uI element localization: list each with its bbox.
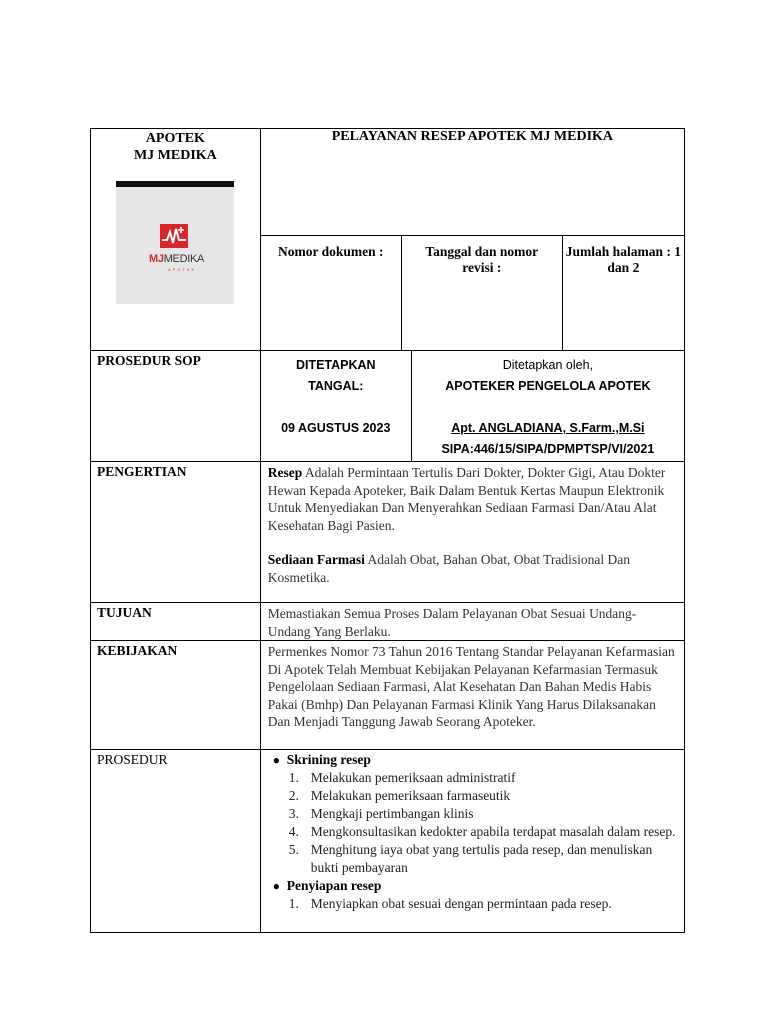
approver-role: APOTEKER PENGELOLA APOTEK (445, 379, 651, 393)
company-cell (91, 129, 261, 351)
set-date-value: 09 AGUSTUS 2023 (281, 421, 391, 435)
heartbeat-icon (160, 224, 188, 248)
company-line-1: APOTEK (145, 131, 205, 146)
logo-top-bar (116, 181, 234, 187)
bullet-icon: ● (272, 879, 281, 893)
sop-approval-cell (260, 351, 684, 462)
procedure-section-title: Skrining resep (286, 752, 371, 767)
step-text: Melakukan pemeriksaan administratif (310, 770, 516, 785)
step-number: 1. (288, 896, 299, 911)
approver-sipa: SIPA:446/15/SIPA/DPMPTSP/VI/2021 (441, 442, 655, 456)
pengertian-label: PENGERTIAN (91, 462, 261, 603)
approver-block (411, 351, 684, 461)
def-resep: Adalah Permintaan Tertulis Dari Dokter, Dokter Gigi, Atau Dokter Hewan Kepada Apoteker, Baik Dalam Bentuk Kertas Maupun Elektronik Untuk Menyediakan Dan Menyerahkan Sediaan Farmasi Dan/Atau Alat Kesehatan Bagi Pasien. (267, 465, 666, 533)
step-number: 1. (288, 770, 299, 785)
step-number: 5. (288, 842, 299, 857)
pengertian-row (91, 462, 685, 603)
procedure-section (272, 751, 678, 877)
procedure-step (288, 823, 678, 841)
sop-document-table (90, 128, 685, 933)
document-title: PELAYANAN RESEP APOTEK MJ MEDIKA (331, 129, 614, 144)
term-sediaan-farmasi: Sediaan Farmasi (267, 552, 365, 567)
prosedur-label: PROSEDUR (91, 750, 261, 933)
tujuan-row (91, 603, 685, 641)
company-name (91, 129, 260, 164)
title-inner-table (261, 129, 684, 350)
step-text: Mengkonsultasikan kedokter apabila terdapat masalah dalam resep. (310, 824, 676, 839)
procedure-step (288, 841, 678, 877)
step-text: Melakukan pemeriksaan farmaseutik (310, 788, 511, 803)
logo-wordmark (149, 253, 204, 265)
procedure-step (288, 787, 678, 805)
kebijakan-row (91, 641, 685, 750)
procedure-step (288, 769, 678, 787)
prosedur-row (91, 750, 685, 933)
set-by-label: Ditetapkan oleh, (502, 358, 594, 372)
company-logo (116, 181, 234, 304)
revision-label: Tanggal dan nomor revisi : (401, 236, 562, 351)
procedure-steps (287, 769, 678, 877)
pengertian-content (260, 462, 684, 603)
procedure-section (272, 877, 678, 913)
company-line-2: MJ MEDIKA (133, 148, 217, 163)
procedure-steps (287, 895, 678, 913)
procedure-section-title: Penyiapan resep (286, 878, 382, 893)
step-number: 2. (288, 788, 299, 803)
meta-row (261, 236, 684, 351)
header-row (91, 129, 685, 351)
logo-brand-red: MJ (149, 253, 164, 265)
kebijakan-label: KEBIJAKAN (91, 641, 261, 750)
procedure-step (288, 895, 678, 913)
step-text: Menghitung iaya obat yang tertulis pada resep, dan menuliskan bukti pembayaran (310, 842, 653, 875)
tujuan-label: TUJUAN (91, 603, 261, 641)
sop-label: PROSEDUR SOP (91, 351, 261, 462)
step-text: Mengkaji pertimbangan klinis (310, 806, 474, 821)
procedure-list (267, 751, 678, 913)
kebijakan-text: Permenkes Nomor 73 Tahun 2016 Tentang Standar Pelayanan Kefarmasian Di Apotek Telah Membuat Kebijakan Pelayanan Kefarmasian Termasuk Pengelolaan Sediaan Farmasi, Alat Kesehatan Dan Bahan Medis Habis Pakai (Bmhp) Dan Pelayanan Farmasi Klinik Yang Harus Dilaksanakan Dan Menjadi Tanggung Jawab Seorang Apoteker. (260, 641, 684, 750)
bullet-icon: ● (272, 753, 281, 767)
pages-label: Jumlah halaman : 1 dan 2 (562, 236, 684, 351)
term-resep: Resep (267, 465, 303, 480)
definition-resep (268, 464, 678, 534)
procedure-step (288, 805, 678, 823)
step-text: Menyiapkan obat sesuai dengan permintaan pada resep. (310, 896, 612, 911)
definition-sediaan-farmasi (268, 551, 678, 586)
step-number: 4. (288, 824, 299, 839)
title-block (260, 129, 684, 351)
sop-approval-table (261, 351, 684, 461)
prosedur-content (260, 750, 684, 933)
set-date-block (261, 351, 412, 461)
sop-row (91, 351, 685, 462)
logo-subtitle: APOTEK (168, 267, 197, 272)
approver-name: Apt. ANGLADIANA, S.Farm.,M.Si (451, 421, 645, 435)
def-sediaan-farmasi: Adalah Obat, Bahan Obat, Obat Tradisional Dan Kosmetika. (267, 552, 630, 585)
logo-brand-dark: MEDIKA (163, 253, 205, 265)
step-number: 3. (288, 806, 299, 821)
tujuan-text: Memastiakan Semua Proses Dalam Pelayanan Obat Sesuai Undang-Undang Yang Berlaku. (260, 603, 684, 641)
doc-number-label: Nomor dokumen : (261, 236, 402, 351)
set-date-label: DITETAPKAN TANGAL: (295, 358, 376, 393)
